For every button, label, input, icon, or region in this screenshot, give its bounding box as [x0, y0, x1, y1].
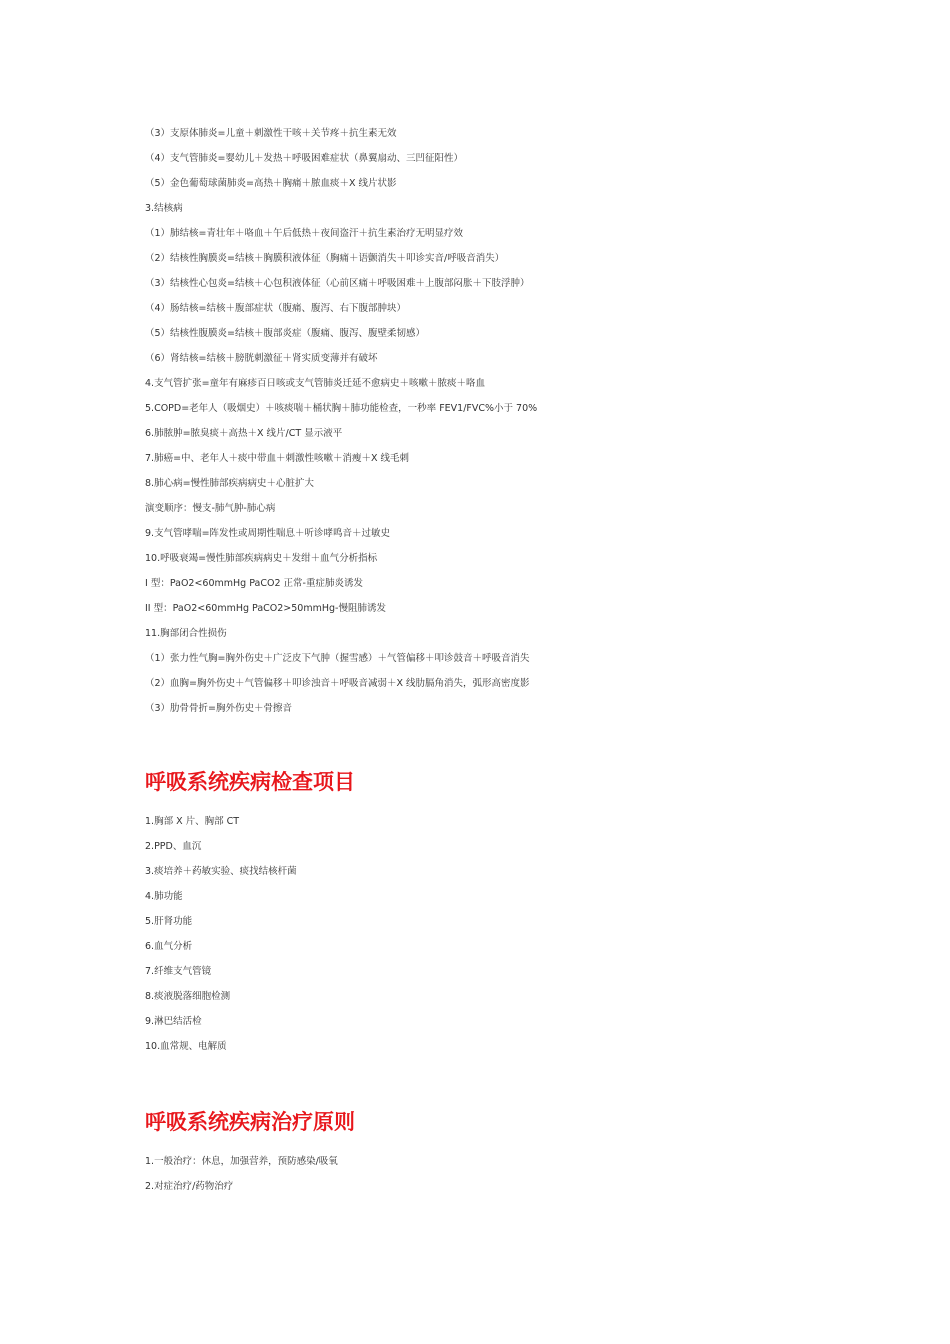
list-item: 2.对症治疗/药物治疗 — [145, 1181, 234, 1192]
list-item: 4.支气管扩张=童年有麻疹百日咳或支气管肺炎迁延不愈病史＋咳嗽＋脓痰＋咯血 — [145, 378, 486, 389]
list-item: （4）肠结核=结核＋腹部症状（腹痛、腹泻、右下腹部肿块） — [145, 303, 407, 314]
list-item: 10.血常规、电解质 — [145, 1041, 227, 1052]
list-item: I 型：PaO2<60mmHg PaCO2 正常-重症肺炎诱发 — [145, 578, 363, 589]
list-item: 6.血气分析 — [145, 941, 193, 952]
list-item: （5）结核性腹膜炎=结核＋腹部炎症（腹痛、腹泻、腹壁柔韧感） — [145, 328, 426, 339]
list-item: II 型：PaO2<60mmHg PaCO2>50mmHg-慢阻肺诱发 — [145, 603, 386, 614]
list-item: 10.呼吸衰竭=慢性肺部疾病病史＋发绀＋血气分析指标 — [145, 553, 378, 564]
list-item: 1.胸部 X 片、胸部 CT — [145, 816, 240, 827]
list-item: （5）金色葡萄球菌肺炎=高热＋胸痛＋脓血痰＋X 线片状影 — [145, 178, 397, 189]
list-item: （3）结核性心包炎=结核＋心包积液体征（心前区痛＋呼吸困难＋上腹部闷胀＋下肢浮肿） — [145, 278, 530, 289]
section-heading-exams: 呼吸系统疾病检查项目 — [145, 769, 355, 794]
list-item: 1.一般治疗：休息，加强营养，预防感染/吸氧 — [145, 1156, 338, 1167]
diagnosis-list — [145, 126, 845, 717]
list-item: 7.纤维支气管镜 — [145, 966, 212, 977]
list-item: （4）支气管肺炎=婴幼儿＋发热＋呼吸困难症状（鼻翼扇动、三凹征阳性） — [145, 153, 464, 164]
section-heading-treatment: 呼吸系统疾病治疗原则 — [145, 1109, 355, 1134]
exam-list — [145, 814, 845, 1055]
list-item: 演变顺序：慢支-肺气肿-肺心病 — [145, 503, 276, 514]
list-item: 4.肺功能 — [145, 891, 183, 902]
list-item: （1）肺结核=青壮年＋咯血＋午后低热＋夜间盗汗＋抗生素治疗无明显疗效 — [145, 228, 464, 239]
list-item: （3）支原体肺炎=儿童＋刺激性干咳＋关节疼＋抗生素无效 — [145, 128, 397, 139]
list-item: 5.肝肾功能 — [145, 916, 193, 927]
document-content — [145, 126, 845, 1204]
list-item: （2）血胸=胸外伤史＋气管偏移＋叩诊浊音＋呼吸音减弱＋X 线肋膈角消失，弧形高密度影 — [145, 678, 530, 689]
list-item: 3.痰培养＋药敏实验、痰找结核杆菌 — [145, 866, 297, 877]
list-item: （2）结核性胸膜炎=结核＋胸膜积液体征（胸痛＋语颤消失＋叩诊实音/呼吸音消失） — [145, 253, 505, 264]
list-item: 7.肺癌=中、老年人＋痰中带血＋刺激性咳嗽＋消瘦＋X 线毛刺 — [145, 453, 410, 464]
list-item: （1）张力性气胸=胸外伤史＋广泛皮下气肿（握雪感）＋气管偏移＋叩诊鼓音＋呼吸音消失 — [145, 653, 530, 664]
list-item: （3）肋骨骨折=胸外伤史＋骨擦音 — [145, 703, 293, 714]
list-item: 2.PPD、血沉 — [145, 841, 202, 852]
list-item: 3.结核病 — [145, 203, 183, 214]
list-item: （6）肾结核=结核＋膀胱刺激征＋肾实质变薄并有破坏 — [145, 353, 378, 364]
list-item: 8.肺心病=慢性肺部疾病病史＋心脏扩大 — [145, 478, 315, 489]
list-item: 8.痰液脱落细胞检测 — [145, 991, 231, 1002]
list-item: 9.淋巴结活检 — [145, 1016, 202, 1027]
list-item: 6.肺脓肿=脓臭痰＋高热＋X 线片/CT 显示液平 — [145, 428, 343, 439]
list-item: 9.支气管哮喘=阵发性或周期性喘息＋听诊哮鸣音＋过敏史 — [145, 528, 391, 539]
treatment-list — [145, 1154, 845, 1195]
list-item: 5.COPD=老年人（吸烟史）＋咳痰喘＋桶状胸＋肺功能检查，一秒率 FEV1/FVC%小于 70% — [145, 403, 538, 414]
list-item: 11.胸部闭合性损伤 — [145, 628, 227, 639]
